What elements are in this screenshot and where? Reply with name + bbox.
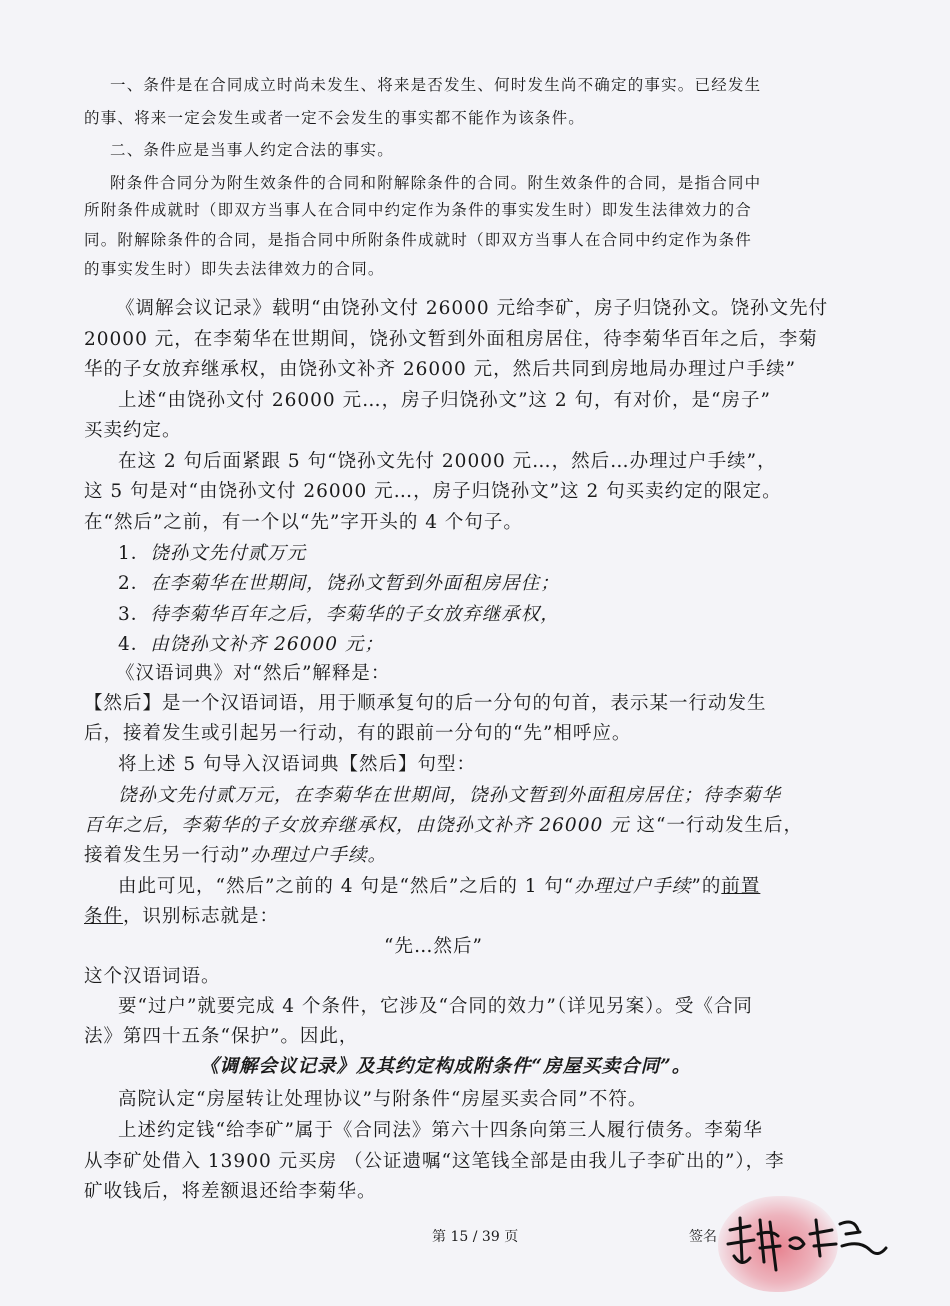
list-number: 4． <box>118 634 151 655</box>
text-line: 的事、将来一定会发生或者一定不会发生的事实都不能作为该条件。 <box>84 109 586 127</box>
list-text: 由饶孙文补齐 26000 元； <box>150 634 384 655</box>
list-item <box>118 571 878 597</box>
text-line: 这 5 句是对“由饶孙文付 26000 元…，房子归饶孙文”这 2 句买卖约定的限定。 <box>84 481 782 502</box>
text-line: 从李矿处借入 13900 元买房 （公证遗嘱“这笔钱全部是由我儿子李矿出的”），李 <box>84 1151 785 1172</box>
page-total: 39 <box>481 1229 500 1245</box>
list-number: 3． <box>118 604 151 625</box>
quote-text: 接着发生另一行动” <box>84 845 251 866</box>
list-text: 在李菊华在世期间，饶孙文暂到外面租房居住； <box>150 573 560 594</box>
text-line: 上述“由饶孙文付 26000 元…，房子归饶孙文”这 2 句，有对价，是“房子” <box>118 390 771 411</box>
text-line: 在“然后”之前，有一个以“先”字开头的 4 个句子。 <box>84 512 523 533</box>
text-line <box>84 843 844 869</box>
list-text: 饶孙文先付贰万元 <box>150 543 307 564</box>
text-line: 华的子女放弃继承权，由饶孙文补齐 26000 元，然后共同到房地局办理过户手续” <box>84 359 797 380</box>
text-line: 的事实发生时）即失去法律效力的合同。 <box>84 260 385 278</box>
list-number: 1． <box>118 543 151 564</box>
text-line <box>118 874 878 900</box>
text-line: 附条件合同分为附生效条件的合同和附解除条件的合同。附生效条件的合同，是指合同中 <box>110 174 762 192</box>
text-segment: ，识别标志就是： <box>123 906 280 927</box>
text-line: 同。附解除条件的合同，是指合同中所附条件成就时（即双方当事人在合同中约定作为条件 <box>84 231 753 249</box>
list-item <box>118 541 878 567</box>
text-line: 一、条件是在合同成立时尚未发生、将来是否发生、何时发生尚不确定的事实。已经发生 <box>110 76 762 94</box>
handwritten-signature <box>720 1200 890 1280</box>
list-text: 待李菊华百年之后，李菊华的子女放弃继承权， <box>150 604 560 625</box>
text-line: 将上述 5 句导入汉语词典【然后】句型： <box>118 754 477 775</box>
text-line: 饶孙文先付贰万元，在李菊华在世期间，饶孙文暂到外面租房居住；待李菊华 <box>118 785 782 806</box>
text-line <box>84 813 844 839</box>
quote-text: 这“一行动发生后， <box>629 815 803 836</box>
quote-text: 办理过户手续。 <box>250 845 387 866</box>
page-suffix: 页 <box>504 1229 519 1245</box>
text-segment: 办理过户手续 <box>574 876 692 897</box>
text-segment: ”的 <box>691 876 722 897</box>
list-item <box>118 602 878 628</box>
text-line: 《汉语词典》对“然后”解释是： <box>116 663 391 684</box>
underlined-text: 前置 <box>721 876 761 897</box>
page-number <box>432 1226 518 1246</box>
underlined-text: 条件 <box>84 906 124 927</box>
text-line: 所附条件成就时（即双方当事人在合同中约定作为条件的事实发生时）即发生法律效力的合 <box>84 201 753 219</box>
text-line: 买卖约定。 <box>84 420 182 441</box>
text-line: 【然后】是一个汉语词语，用于顺承复句的后一分句的句首，表示某一行动发生 <box>84 693 767 714</box>
page-prefix: 第 <box>432 1229 446 1245</box>
quote-text: 百年之后，李菊华的子女放弃继承权，由饶孙文补齐 26000 元 <box>84 815 630 836</box>
text-line: 上述约定钱“给李矿”属于《合同法》第六十四条向第三人履行债务。李菊华 <box>118 1120 763 1141</box>
text-line: 二、条件应是当事人约定合法的事实。 <box>110 141 394 159</box>
text-line: “先…然后” <box>384 936 483 957</box>
signature-label: 签名 <box>689 1229 717 1245</box>
text-line: 这个汉语词语。 <box>84 966 221 987</box>
list-item <box>118 632 878 658</box>
text-line <box>84 904 844 930</box>
list-number: 2． <box>118 573 151 594</box>
text-segment: 由此可见，“然后”之前的 4 句是“然后”之后的 1 句“ <box>118 876 575 897</box>
text-line: 法》第四十五条“保护”。因此， <box>84 1026 359 1047</box>
text-line: 要“过户”就要完成 4 个条件，它涉及“合同的效力”（详见另案）。受《合同 <box>118 996 753 1017</box>
text-line: 20000 元，在李菊华在世期间，饶孙文暂到外面租房居住，待李菊华百年之后，李菊 <box>84 329 818 350</box>
text-line: 后，接着发生或引起另一行动，有的跟前一分句的“先”相呼应。 <box>84 723 632 744</box>
page-separator: / <box>472 1229 478 1245</box>
emphasis-heading: 《调解会议记录》及其约定构成附条件“房屋买卖合同”。 <box>200 1056 692 1077</box>
text-line: 《调解会议记录》载明“由饶孙文付 26000 元给李矿，房子归饶孙文。饶孙文先付 <box>116 298 829 319</box>
text-line: 在这 2 句后面紧跟 5 句“饶孙文先付 20000 元…，然后…办理过户手续”， <box>118 451 777 472</box>
text-line: 高院认定“房屋转让处理协议”与附条件“房屋买卖合同”不符。 <box>118 1089 648 1110</box>
text-line: 矿收钱后，将差额退还给李菊华。 <box>84 1181 377 1202</box>
page-current: 15 <box>450 1229 469 1245</box>
